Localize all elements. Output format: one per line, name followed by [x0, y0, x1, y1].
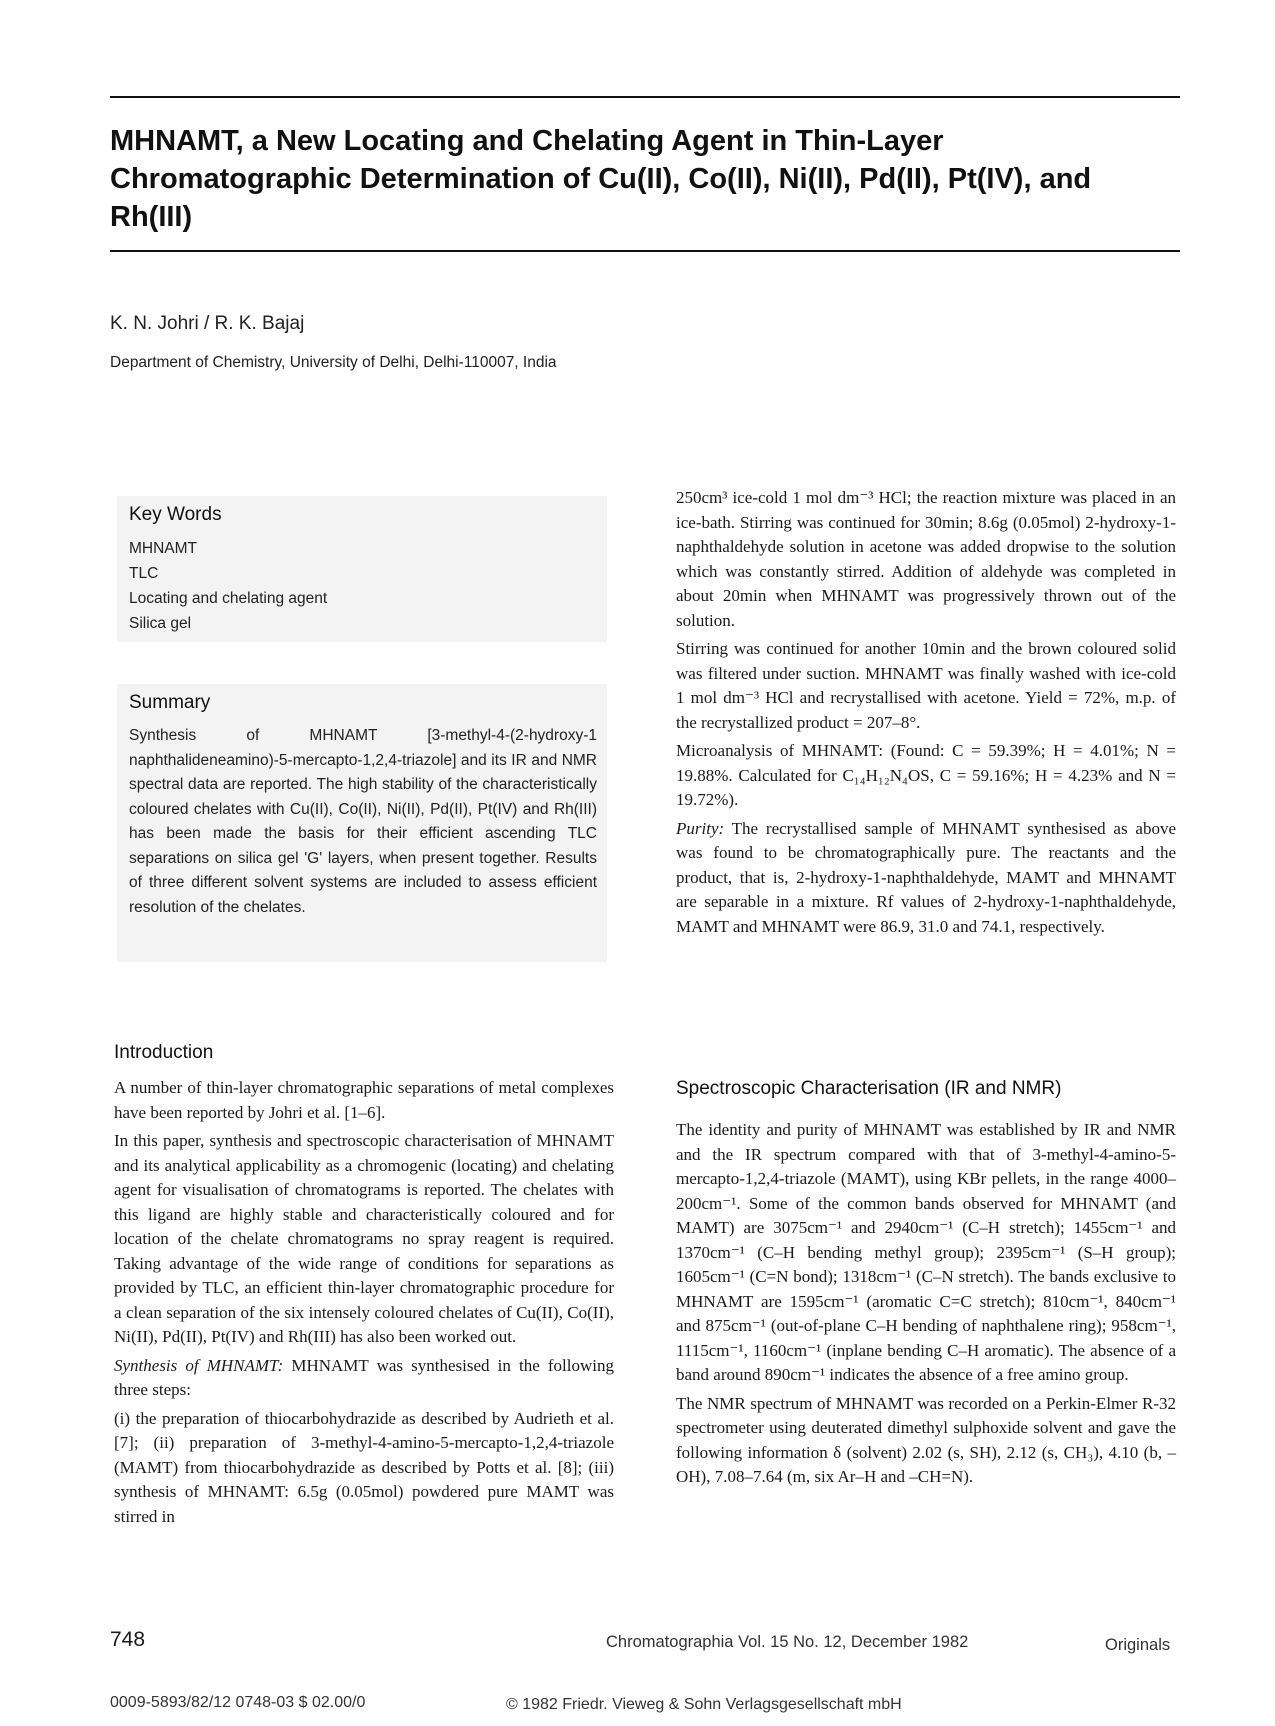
keywords-box [117, 496, 607, 642]
washing-paragraph: Stirring was continued for another 10min and the brown coloured solid was filtered under suction. MHNAMT was finally washed with ice-cold 1 mol dm⁻³ HCl and recrystallised with acetone. Yield = 72%, m.p. of the recrystallized product = 207–8°. [676, 639, 1176, 732]
synthesis-paragraph [114, 1354, 614, 1403]
keyword-item: Locating and chelating agent [129, 590, 328, 607]
spectroscopy-column [676, 1118, 1176, 1494]
introduction-heading: Introduction [114, 1042, 214, 1063]
summary-box [117, 684, 607, 962]
section-label: Originals [1105, 1636, 1171, 1654]
microanalysis-paragraph: Microanalysis of MHNAMT: (Found: C = 59.39%; H = 4.01%; N = 19.88%. Calculated for C₁₄H₁₂N₄OS, C = 59.16%; H = 4.23% and N = 19.72%). [676, 741, 1176, 809]
copyright: © 1982 Friedr. Vieweg & Sohn Verlagsgesellschaft mbH [506, 1696, 902, 1713]
title-rule [110, 250, 1180, 252]
purity-text: The recrystallised sample of MHNAMT synthesised as above was found to be chromatographically pure. The reactants and the product, that is, 2-hydroxy-1-naphthaldehyde, MAMT and MHNAMT are separable in a mixture. Rf values of 2-hydroxy-1-naphthaldehyde, MAMT and MHNAMT were 86.9, 31.0 and 74.1, respectively. [676, 818, 1176, 936]
synthesis-label: Synthesis of MHNAMT: [114, 1355, 284, 1375]
keywords-heading: Key Words [129, 504, 222, 525]
synthesis-steps: (i) the preparation of thiocarbohydrazide as described by Audrieth et al. [7]; (ii) preparation of 3-methyl-4-amino-5-mercapto-1,2,4-triazole (MAMT) from thiocarbohydrazide as described by Potts et al. [8]; (iii) synthesis of MHNAMT: 6.5g (0.05mol) powdered pure MAMT was stirred in [114, 1408, 614, 1526]
purity-paragraph [676, 817, 1176, 940]
keyword-item: MHNAMT [129, 540, 198, 557]
ir-paragraph: The identity and purity of MHNAMT was established by IR and NMR and the IR spectrum compared with that of 3-methyl-4-amino-5-mercapto-1,2,4-triazole (MAMT), using KBr pellets, in the range 4000–200cm⁻¹. Some of the common bands observed for MHNAMT (and MAMT) are 3075cm⁻¹ and 2940cm⁻¹ (C–H stretch); 1455cm⁻¹ and 1370cm⁻¹ (C–H bending methyl group); 2395cm⁻¹ (S–H group); 1605cm⁻¹ (C=N bond); 1318cm⁻¹ (C–N stretch). The bands exclusive to MHNAMT are 1595cm⁻¹ (aromatic C=C stretch); 810cm⁻¹, 840cm⁻¹ and 875cm⁻¹ (out-of-plane C–H bending of naphthalene ring); 958cm⁻¹, 1115cm⁻¹, 1160cm⁻¹ (inplane bending C–H aromatic). The absence of a band around 890cm⁻¹ indicates the absence of a free amino group. [676, 1120, 1176, 1384]
purity-label: Purity: [676, 818, 725, 838]
nmr-paragraph: The NMR spectrum of MHNAMT was recorded on a Perkin-Elmer R-32 spectrometer using deuterated dimethyl sulphoxide solvent and gave the following information δ (solvent) 2.02 (s, SH), 2.12 (s, CH₃), 4.10 (b, –OH), 7.08–7.64 (m, six Ar–H and –CH=N). [676, 1393, 1176, 1486]
synthesis-continued: 250cm³ ice-cold 1 mol dm⁻³ HCl; the reaction mixture was placed in an ice-bath. Stirring was continued for 30min; 8.6g (0.05mol) 2-hydroxy-1-naphthaldehyde solution in acetone was added dropwise to the solution which was constantly stirred. Addition of aldehyde was completed in about 20min when MHNAMT was progressively thrown out of the solution. [676, 488, 1176, 630]
page-number: 748 [110, 1628, 146, 1651]
journal-citation: Chromatographia Vol. 15 No. 12, December 1982 [606, 1633, 969, 1651]
summary-heading: Summary [129, 692, 211, 713]
page-title: MHNAMT, a New Locating and Chelating Agent in Thin-Layer Chromatographic Determination of Cu(II), Co(II), Ni(II), Pd(II), Pt(IV), and Rh(III) [110, 125, 1092, 233]
spectroscopy-heading: Spectroscopic Characterisation (IR and NMR) [676, 1078, 1062, 1099]
intro-paragraph: A number of thin-layer chromatographic separations of metal complexes have been reported by Johri et al. [1–6]. [114, 1078, 614, 1122]
keyword-item: TLC [129, 565, 159, 582]
authors: K. N. Johri / R. K. Bajaj [110, 313, 305, 334]
summary-text: Synthesis of MHNAMT [3-methyl-4-(2-hydroxy-1 naphthalideneamino)-5-mercapto-1,2,4-triazole] and its IR and NMR spectral data are reported. The high stability of the characteristically coloured chelates with Cu(II), Co(II), Ni(II), Pd(II), Pt(IV) and Rh(III) has been made the basis for their efficient ascending TLC separations on silica gel 'G' layers, when present together. Results of three different solvent systems are included to assess efficient resolution of the chelates. [129, 727, 597, 916]
left-column [114, 1076, 614, 1533]
keyword-item: Silica gel [129, 615, 192, 632]
intro-paragraph: In this paper, synthesis and spectroscopic characterisation of MHNAMT and its analytical applicability as a chromogenic (locating) and chelating agent for visualisation of chromatograms is reported. The chelates with this ligand are highly stable and characteristically coloured and for location of the chelate chromatograms no spray reagent is required. Taking advantage of the wide range of conditions for separations as provided by TLC, an efficient thin-layer chromatographic procedure for a clean separation of the six intensely coloured chelates of Cu(II), Co(II), Ni(II), Pd(II), Pt(IV) and Rh(III) has also been worked out. [114, 1131, 614, 1346]
synthesis-text: MHNAMT was synthesised in the following three steps: [114, 1355, 614, 1399]
right-column [676, 486, 1176, 943]
article-code: 0009-5893/82/12 0748-03 $ 02.00/0 [110, 1694, 366, 1711]
top-rule [110, 96, 1180, 98]
affiliation: Department of Chemistry, University of Delhi, Delhi-110007, India [110, 354, 557, 371]
